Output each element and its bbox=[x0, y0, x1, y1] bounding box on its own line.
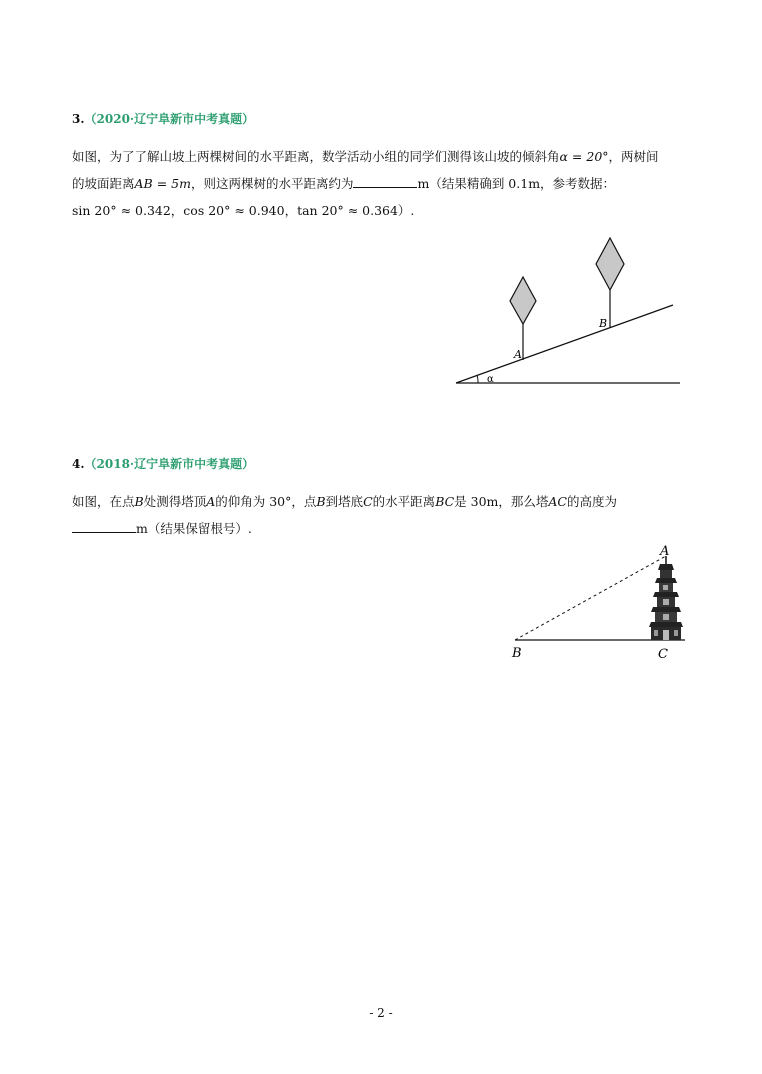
q3-label-a: A bbox=[514, 348, 522, 361]
q3-text-1-end: ，两树间 bbox=[608, 149, 659, 164]
q4-line2 bbox=[72, 517, 252, 541]
q3-label-alpha: α bbox=[487, 374, 494, 385]
q4-heading bbox=[72, 455, 254, 472]
q3-alpha-eq: α = 20° bbox=[559, 149, 609, 164]
q4-label-a: A bbox=[660, 544, 670, 559]
q4-var-ac: AC bbox=[548, 494, 567, 509]
q4-answer-blank[interactable] bbox=[72, 520, 136, 533]
q4-source: （2018·辽宁阜新市中考真题） bbox=[84, 457, 255, 471]
q4-number: 4. bbox=[72, 457, 85, 471]
q3-label-b: B bbox=[599, 317, 608, 330]
q4-label-b: B bbox=[512, 646, 522, 661]
q3-line3 bbox=[72, 199, 414, 223]
q3-angle-arc bbox=[477, 375, 478, 383]
q4-var-b2: B bbox=[316, 494, 326, 509]
q4-text-1b: 处测得塔顶 bbox=[143, 494, 207, 509]
q4-label-c: C bbox=[658, 647, 668, 662]
q3-text-2b: ，则这两棵树的水平距离约为 bbox=[190, 176, 354, 191]
q3-tree-a-crown bbox=[510, 277, 536, 324]
q4-var-a: A bbox=[206, 494, 216, 509]
q3-slope-line bbox=[456, 305, 673, 383]
q4-text-1d: 到塔底 bbox=[325, 494, 364, 509]
q4-text-1c: 的仰角为 30°，点 bbox=[215, 494, 317, 509]
q4-var-b: B bbox=[134, 494, 144, 509]
q4-pagoda-image bbox=[649, 556, 683, 640]
q3-slope-figure bbox=[440, 230, 700, 400]
q3-answer-blank[interactable] bbox=[353, 175, 417, 188]
q4-var-c: C bbox=[363, 494, 373, 509]
q3-text-3: sin 20° ≈ 0.342，cos 20° ≈ 0.940，tan 20° ≈ 0.364）. bbox=[72, 203, 415, 218]
q3-number: 3. bbox=[72, 112, 85, 126]
q4-text-2: m（结果保留根号）. bbox=[136, 521, 252, 536]
q4-text-1e: 的水平距离 bbox=[372, 494, 436, 509]
q3-text-1: 如图，为了了解山坡上两棵树间的水平距离，数学活动小组的同学们测得该山坡的倾斜角 bbox=[72, 149, 560, 164]
q4-var-bc: BC bbox=[435, 494, 455, 509]
q4-text-1f: 是 30m，那么塔 bbox=[454, 494, 549, 509]
q4-text-1g: 的高度为 bbox=[567, 494, 618, 509]
q4-line1 bbox=[72, 490, 617, 514]
q3-line1 bbox=[72, 145, 659, 169]
q3-text-2a: 的坡面距离 bbox=[72, 176, 135, 191]
q4-sightline bbox=[515, 556, 666, 640]
q4-text-1a: 如图，在点 bbox=[72, 494, 135, 509]
q3-ab-eq: AB = 5m bbox=[134, 176, 191, 191]
q3-line2 bbox=[72, 172, 615, 196]
q3-tree-b-crown bbox=[596, 238, 624, 290]
q3-text-2c: m（结果精确到 0.1m，参考数据： bbox=[417, 176, 616, 191]
q3-source: （2020·辽宁阜新市中考真题） bbox=[84, 112, 255, 126]
q4-tower-figure bbox=[500, 540, 700, 665]
page-number: - 2 - bbox=[369, 1006, 393, 1020]
q3-heading bbox=[72, 110, 254, 127]
